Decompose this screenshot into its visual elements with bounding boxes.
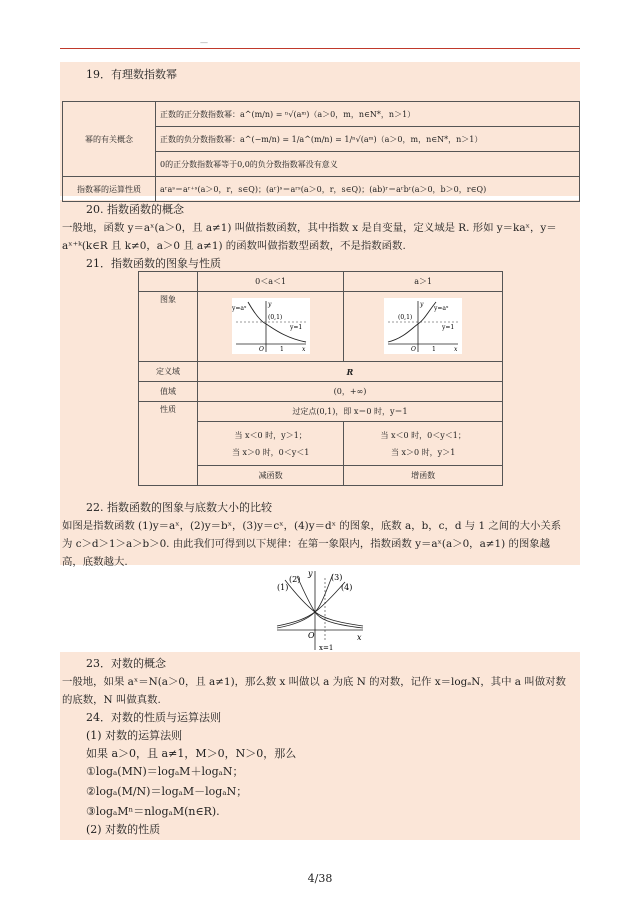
section-23-title: 23．对数的概念 [86, 657, 166, 670]
log-rules-condition: 如果 a＞0，且 a≠1，M＞0，N＞0，那么 [86, 747, 297, 760]
decreasing-case-2: 当 x＞0 时，0＜y＜1 [231, 447, 310, 457]
section-23-line-1: 一般地，如果 aˣ＝N(a＞0，且 a≠1)，那么数 x 叫做以 a 为底 N 的对数，记作 x＝logₐN，其中 a 叫做对数 [62, 676, 566, 688]
point-label: (0,1) [267, 313, 282, 321]
range-value: (0，+∞) [198, 382, 503, 402]
log-rules-heading: (1) 对数的运算法则 [86, 729, 183, 742]
section-24-title: 24．对数的性质与运算法则 [86, 711, 221, 724]
origin-label: O [258, 345, 264, 353]
origin-label: O [411, 345, 417, 353]
log-properties-heading: (2) 对数的性质 [86, 823, 161, 836]
label-3: (3) [331, 573, 343, 582]
decreasing-case-1: 当 x＜0 时，y＞1； [234, 430, 307, 440]
page-number: 4/38 [307, 872, 333, 885]
monotonic-increasing: 增函数 [344, 466, 503, 486]
section-20-line-2: aˣ⁺ᵏ(k∈R 且 k≠0，a＞0 且 a≠1) 的函数叫做指数型函数，不是指数函数. [62, 240, 406, 252]
section-20-line-1: 一般地，函数 y＝aˣ(a＞0，且 a≠1) 叫做指数函数，其中指数 x 是自变量，定义域是 R. 形如 y＝kaˣ，y＝ [62, 222, 557, 234]
func-label: y=aˣ [231, 304, 247, 312]
point-label: (0,1) [398, 313, 413, 321]
header-decreasing: 0＜a＜1 [198, 272, 344, 292]
section-22-title: 22. 指数函数的图象与底数大小的比较 [86, 501, 272, 514]
x-equals-1-label: x=1 [319, 644, 334, 652]
tick-one: 1 [279, 345, 284, 353]
range-label: 值域 [139, 382, 198, 402]
log-rule-power: ③logₐMⁿ＝nlogₐM(n∈R). [86, 805, 220, 818]
x-axis-label: x [454, 345, 458, 353]
exponential-properties-table [138, 271, 503, 486]
header-rule [60, 48, 580, 49]
power-concept-label: 幂的有关概念 [63, 102, 156, 177]
tick-one: 1 [432, 345, 436, 353]
section-19-title: 19．有理数指数幂 [86, 68, 177, 81]
increasing-exp-graph [384, 298, 462, 354]
y-axis-label: y [267, 300, 272, 308]
x-label: x [357, 633, 362, 642]
base-comparison-figure [275, 568, 367, 652]
section-22-line-2: 为 c＞d＞1＞a＞b＞0. 由此我们可得到以下规律：在第一象限内，指数函数 y＝aˣ(a＞0，a≠1) 的图象越 [62, 538, 551, 550]
property-label: 性质 [139, 402, 198, 486]
exponent-table [62, 101, 580, 202]
header-increasing: a＞1 [344, 272, 503, 292]
section-22-line-1: 如图是指数函数 (1)y＝aˣ，(2)y＝bˣ，(3)y＝cˣ，(4)y＝dˣ 的图象，底数 a，b，c，d 与 1 之间的大小关系 [62, 520, 562, 532]
log-rule-product: ①logₐ(MN)＝logₐM＋logₐN； [86, 765, 244, 778]
y1-label: y=1 [289, 323, 302, 331]
section-20-title: 20. 指数函数的概念 [86, 203, 184, 216]
curve-2 [297, 576, 363, 628]
domain-value: R [198, 362, 503, 382]
label-4: (4) [341, 583, 353, 592]
y1-label: y=1 [442, 323, 455, 331]
positive-fraction-exponent: 正数的正分数指数幂：a^(m/n) = ⁿ√(aᵐ)（a＞0，m，n∈N*，n＞1） [156, 102, 580, 127]
label-2: (2) [289, 575, 301, 584]
header-mark: — [200, 38, 208, 47]
log-rule-quotient: ②logₐ(M/N)＝logₐM－logₐN； [86, 785, 248, 798]
y-label: y [308, 569, 313, 578]
section-23-line-2: 的底数，N 叫做真数. [62, 694, 161, 706]
y-axis-label: y [420, 300, 424, 308]
func-label: y=aˣ [434, 304, 449, 312]
section-22-line-3: 高，底数越大. [62, 556, 128, 568]
increasing-case-2: 当 x＞0 时，y＞1 [390, 447, 456, 457]
fixed-point-property: 过定点(0,1)，即 x＝0 时，y＝1 [198, 402, 503, 422]
decreasing-exp-graph [232, 298, 310, 354]
monotonic-decreasing: 减函数 [198, 466, 344, 486]
negative-fraction-exponent: 正数的负分数指数幂：a^(−m/n) = 1/a^(m/n) = 1/ⁿ√(aᵐ)（a＞0，m，n∈N*，n＞1） [156, 127, 580, 152]
label-1: (1) [277, 583, 289, 592]
section-21-title: 21．指数函数的图象与性质 [86, 257, 221, 270]
increasing-case-1: 当 x＜0 时，0＜y＜1； [380, 430, 466, 440]
zero-exponent-note: 0的正分数指数幂等于0,0的负分数指数幂没有意义 [156, 152, 580, 177]
image-label: 图象 [139, 292, 198, 362]
domain-label: 定义域 [139, 362, 198, 382]
origin-label: O [308, 631, 315, 640]
operation-rules: aʳaˢ＝aʳ⁺ˢ(a＞0，r，s∈Q)；(aʳ)ˢ＝aʳˢ(a＞0，r，s∈Q)；(ab)ʳ＝aʳbʳ(a＞0，b＞0，r∈Q) [156, 177, 580, 202]
operation-label: 指数幂的运算性质 [63, 177, 156, 202]
x-axis-label: x [301, 345, 306, 353]
